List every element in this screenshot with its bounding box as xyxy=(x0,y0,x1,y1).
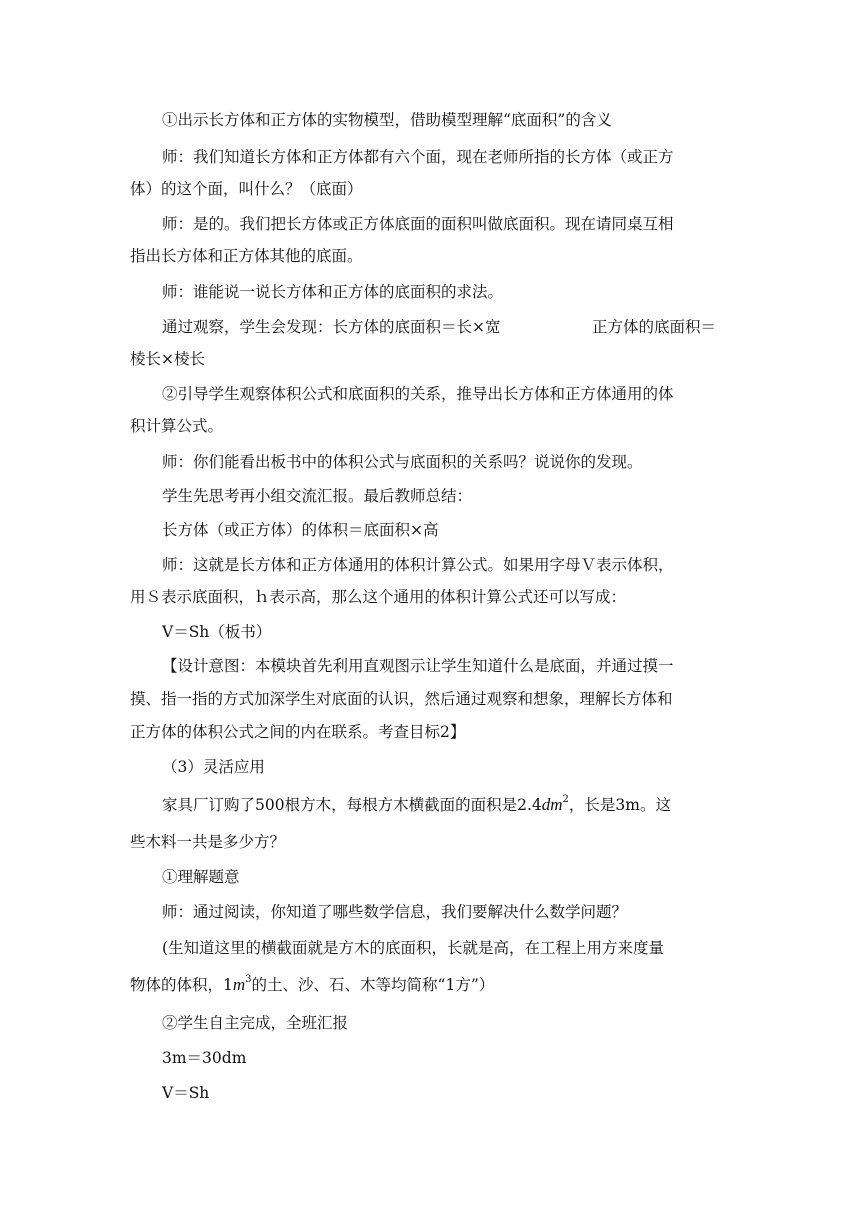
design-intent-line: 摸、指一指的方式加深学生对底面的认识，然后通过观察和想象，理解长方体和 xyxy=(130,690,673,708)
text-segment: ，长是3m。这 xyxy=(568,796,671,814)
paragraph-line: 师：谁能说一说长方体和正方体的底面积的求法。 xyxy=(162,283,504,301)
unit-m: m xyxy=(232,975,246,994)
formula-line: 3m＝30dm xyxy=(162,1049,247,1067)
paragraph-line: ①理解题意 xyxy=(162,868,240,886)
formula-line: V＝Sh（板书） xyxy=(162,623,272,641)
paragraph-line: 积计算公式。 xyxy=(130,417,224,435)
paragraph-line: ②学生自主完成，全班汇报 xyxy=(162,1014,349,1032)
paragraph-line: 通过观察，学生会发现：长方体的底面积＝长×宽 xyxy=(162,318,501,336)
paragraph-line: 体）的这个面，叫什么？（底面） xyxy=(130,180,363,198)
design-intent-line: 【设计意图：本模块首先利用直观图示让学生知道什么是底面，并通过摸一 xyxy=(162,657,674,675)
unit-dm: dm xyxy=(541,795,563,814)
text-segment: 家具厂订购了500根方木，每根方木横截面的面积是2.4 xyxy=(162,796,542,814)
paragraph-line: 用Ｓ表示底面积，ｈ表示高，那么这个通用的体积计算公式还可以写成： xyxy=(130,588,627,606)
paragraph-line: 师：你们能看出板书中的体积公式与底面积的关系吗？说说你的发现。 xyxy=(162,453,643,471)
formula-line: 长方体（或正方体）的体积＝底面积×高 xyxy=(162,521,439,539)
paragraph-line: ①出示长方体和正方体的实物模型，借助模型理解“底面积”的含义 xyxy=(162,111,612,129)
paragraph-line: 师：我们知道长方体和正方体都有六个面，现在老师所指的长方体（或正方 xyxy=(162,148,674,166)
problem-statement-line: 些木料一共是多少方？ xyxy=(130,833,286,851)
paragraph-line: (生知道这里的横截面就是方木的底面积，长就是高，在工程上用方来度量 xyxy=(162,939,665,957)
paragraph-line: 学生先思考再小组交流汇报。最后教师总结： xyxy=(162,487,473,505)
paragraph-line: 师：通过阅读，你知道了哪些数学信息，我们要解决什么数学问题？ xyxy=(162,903,628,921)
paragraph-line: 师：这就是长方体和正方体通用的体积计算公式。如果用字母Ｖ表示体积， xyxy=(162,556,674,574)
paragraph-line: 师：是的。我们把长方体或正方体底面的面积叫做底面积。现在请同桌互相 xyxy=(162,215,674,233)
text-segment: 物体的体积，1 xyxy=(130,976,233,994)
paragraph-line xyxy=(130,975,494,995)
problem-statement-line xyxy=(162,795,671,815)
exponent: 2 xyxy=(562,794,569,805)
design-intent-line: 正方体的体积公式之间的内在联系。考查目标2】 xyxy=(130,723,466,741)
section-heading: （3）灵活应用 xyxy=(162,758,265,776)
paragraph-line: 棱长×棱长 xyxy=(130,350,205,368)
paragraph-line: 正方体的底面积＝ xyxy=(592,318,717,336)
exponent: 3 xyxy=(245,974,252,985)
paragraph-line: ②引导学生观察体积公式和底面积的关系，推导出长方体和正方体通用的体 xyxy=(162,385,674,403)
text-segment: 的土、沙、石、木等均简称“1方”） xyxy=(251,976,495,994)
formula-line: V＝Sh xyxy=(162,1084,210,1102)
paragraph-line: 指出长方体和正方体其他的底面。 xyxy=(130,247,363,265)
